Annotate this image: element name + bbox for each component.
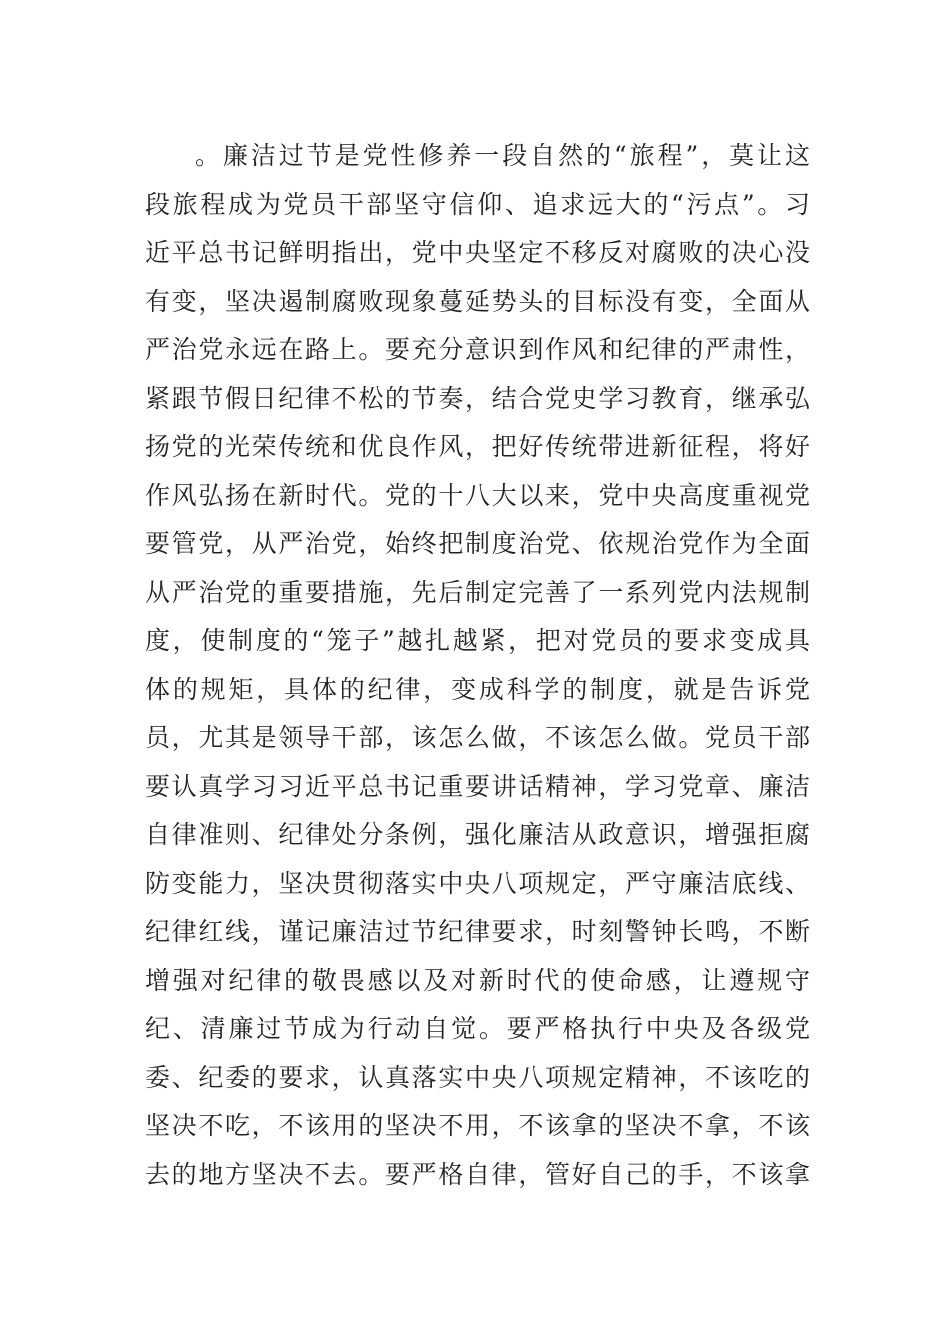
text-line: 从严治党的重要措施，先后制定完善了一系列党内法规制 (145, 577, 810, 607)
text-line: 扬党的光荣传统和优良作风，把好传统带进新征程，将好 (145, 432, 810, 461)
text-line: 近平总书记鲜明指出，党中央坚定不移反对腐败的决心没 (145, 238, 810, 267)
text-line: 纪律红线，谨记廉洁过节纪律要求，时刻警钟长鸣，不断 (145, 917, 810, 946)
body-paragraph (145, 132, 810, 1199)
text-line: 防变能力，坚决贯彻落实中央八项规定，严守廉洁底线、 (145, 868, 810, 898)
text-line: 坚决不吃，不该用的坚决不用，不该拿的坚决不拿，不该 (145, 1111, 810, 1140)
text-line: 严治党永远在路上。要充分意识到作风和纪律的严肃性， (145, 335, 810, 364)
text-line: 委、纪委的要求，认真落实中央八项规定精神，不该吃的 (145, 1062, 810, 1092)
text-line: 要管党，从严治党，始终把制度治党、依规治党作为全面 (145, 529, 810, 558)
text-line: 紧跟节假日纪律不松的节奏，结合党史学习教育，继承弘 (145, 383, 810, 413)
text-line: 。廉洁过节是党性修养一段自然的“旅程”，莫让这 (195, 141, 810, 170)
text-line: 增强对纪律的敬畏感以及对新时代的使命感，让遵规守 (145, 965, 810, 995)
text-line: 作风弘扬在新时代。党的十八大以来，党中央高度重视党 (145, 480, 810, 510)
text-line: 员，尤其是领导干部，该怎么做，不该怎么做。党员干部 (145, 723, 810, 752)
text-line: 有变，坚决遏制腐败现象蔓延势头的目标没有变，全面从 (145, 286, 810, 316)
text-line: 去的地方坚决不去。要严格自律，管好自己的手，不该拿 (145, 1159, 810, 1189)
text-line: 度，使制度的“笼子”越扎越紧，把对党员的要求变成具 (145, 626, 810, 655)
text-line: 体的规矩，具体的纪律，变成科学的制度，就是告诉党 (145, 674, 810, 704)
text-line: 自律准则、纪律处分条例，强化廉洁从政意识，增强拒腐 (145, 820, 810, 849)
text-line: 段旅程成为党员干部坚守信仰、追求远大的“污点”。习 (145, 189, 810, 219)
text-line: 纪、清廉过节成为行动自觉。要严格执行中央及各级党 (145, 1014, 810, 1043)
text-line: 要认真学习习近平总书记重要讲话精神，学习党章、廉洁 (145, 771, 810, 801)
